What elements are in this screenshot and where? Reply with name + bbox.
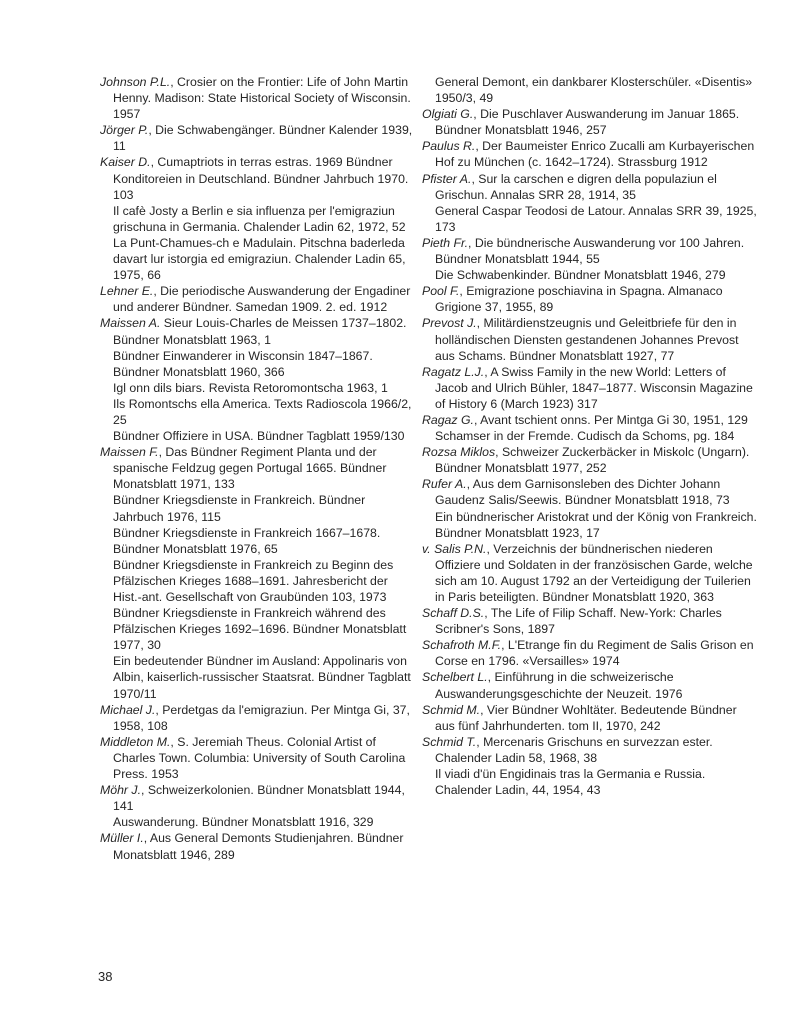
citation-text: Ein bündnerischer Aristokrat und der König von Frankreich. Bündner Monatsblatt 1923, 17 xyxy=(435,509,757,540)
author-name: Rozsa Miklos xyxy=(422,445,496,460)
bibliography-subentry xyxy=(100,492,418,524)
bibliography-entry xyxy=(422,444,758,476)
bibliography-subentry xyxy=(100,525,418,557)
citation-text: , Der Baumeister Enrico Zucalli am Kurbayerischen Hof zu München (c. 1642–1724). Strassburg 1912 xyxy=(435,139,755,170)
bibliography-entry xyxy=(422,364,758,412)
bibliography-subentry xyxy=(422,267,758,283)
bibliography-subentry xyxy=(100,348,418,380)
bibliography-subentry xyxy=(100,380,418,396)
citation-text: , Aus General Demonts Studienjahren. Bündner Monatsblatt 1946, 289 xyxy=(113,831,404,862)
bibliography-entry xyxy=(422,412,758,428)
author-name: Olgiati G. xyxy=(422,107,474,122)
author-name: Johnson P.L. xyxy=(100,75,171,89)
author-name: Rufer A. xyxy=(422,477,467,492)
citation-text: , Militärdienstzeugnis und Geleitbriefe für den in holländischen Diensten gestandenen Johannes Prevost aus Schams. Bündner Monatsblatt 1927, 77 xyxy=(435,316,739,363)
citation-text: Bündner Einwanderer in Wisconsin 1847–1867. Bündner Monatsblatt 1960, 366 xyxy=(113,348,373,379)
bibliography-subentry xyxy=(422,203,758,235)
left-column xyxy=(100,74,418,863)
bibliography-subentry xyxy=(100,605,418,653)
author-name: Schafroth M.F. xyxy=(422,638,502,653)
author-name: Schaff D.S. xyxy=(422,606,485,621)
bibliography-entry xyxy=(422,315,758,363)
author-name: Prevost J. xyxy=(422,316,477,331)
citation-text: , Vier Bündner Wohltäter. Bedeutende Bündner aus fünf Jahrhunderten. tom II, 1970, 242 xyxy=(435,702,737,733)
citation-text: , Perdetgas da l'emigraziun. Per Mintga Gi, 37, 1958, 108 xyxy=(113,702,410,733)
citation-text: , Schweizerkolonien. Bündner Monatsblatt 1944, 141 xyxy=(113,783,405,814)
bibliography-subentry xyxy=(100,653,418,701)
author-name: Möhr J. xyxy=(100,783,141,798)
author-name: Maissen F. xyxy=(100,445,159,460)
citation-text: Ein bedeutender Bündner im Ausland: Appolinaris von Albin, kaiserlich-russischer Staatsrat. Bündner Tagblatt 1970/11 xyxy=(113,654,411,701)
author-name: v. Salis P.N. xyxy=(422,541,487,556)
citation-text: , L'Etrange fin du Regiment de Salis Grison en Corse en 1796. «Versailles» 1974 xyxy=(435,638,754,669)
bibliography-subentry xyxy=(100,235,418,283)
author-name: Pool F. xyxy=(422,284,460,299)
bibliography-entry xyxy=(422,235,758,267)
citation-text: La Punt-Chamues-ch e Madulain. Pitschna baderleda davart lur istorgia ed emigraziun. Chalender Ladin 65, 1975, 66 xyxy=(113,235,406,283)
bibliography-entry xyxy=(422,669,758,701)
bibliography-entry xyxy=(422,476,758,508)
author-name: Maissen A. xyxy=(100,316,161,331)
bibliography-entry xyxy=(100,154,418,202)
bibliography-entry xyxy=(422,106,758,138)
bibliography-entry xyxy=(100,315,418,347)
citation-text: , Die Puschlaver Auswanderung im Januar 1865. Bündner Monatsblatt 1946, 257 xyxy=(435,107,740,138)
citation-text: , Mercenaris Grischuns en survezzan ester. Chalender Ladin 58, 1968, 38 xyxy=(435,734,713,765)
citation-text: Die Schwabenkinder. Bündner Monatsblatt 1946, 279 xyxy=(435,268,726,283)
bibliography-entry xyxy=(422,734,758,766)
citation-text: , Schweizer Zuckerbäcker in Miskolc (Ungarn). Bündner Monatsblatt 1977, 252 xyxy=(435,445,750,476)
bibliography-entry xyxy=(422,74,758,106)
citation-text: Bündner Kriegsdienste in Frankreich zu Beginn des Pfälzischen Krieges 1688–1691. Jahresbericht der Hist.-ant. Gesellschaft von Graubünden 103, 1973 xyxy=(113,557,394,604)
citation-text: , Verzeichnis der bündnerischen niederen Offiziere und Soldaten in der französischen Garde, welche sich am 10. August 1792 an der Verteidigung der Tuilerien in Paris beteiligten. Bündner Monatsblatt 1920, 363 xyxy=(435,541,753,604)
citation-text: Bündner Kriegsdienste in Frankreich während des Pfälzischen Krieges 1692–1696. Bündner Monatsblatt 1977, 30 xyxy=(113,606,407,653)
bibliography-subentry xyxy=(422,509,758,541)
bibliography-entry xyxy=(422,138,758,170)
bibliography-entry xyxy=(422,605,758,637)
right-column xyxy=(422,74,758,798)
citation-text: General Demont, ein dankbarer Klosterschüler. «Disentis» 1950/3, 49 xyxy=(435,75,753,106)
bibliography-entry xyxy=(100,283,418,315)
bibliography-entry xyxy=(422,702,758,734)
author-name: Middleton M. xyxy=(100,734,171,749)
citation-text: Bündner Offiziere in USA. Bündner Tagblatt 1959/130 xyxy=(113,429,405,444)
author-name: Schmid T. xyxy=(422,734,477,749)
citation-text: Ils Romontschs ella America. Texts Radioscola 1966/2, 25 xyxy=(113,396,412,427)
bibliography-entry xyxy=(100,702,418,734)
citation-text: , Sur la carschen e digren della populaziun el Grischun. Annalas SRR 28, 1914, 35 xyxy=(435,171,717,202)
citation-text: , Aus dem Garnisonsleben des Dichter Johann Gaudenz Salis/Seewis. Bündner Monatsblatt 1918, 73 xyxy=(435,477,730,508)
author-name: Jörger P. xyxy=(100,123,149,138)
citation-text: , Das Bündner Regiment Planta und der spanische Feldzug gegen Portugal 1665. Bündner Monatsblatt 1971, 133 xyxy=(113,445,387,492)
citation-text: , A Swiss Family in the new World: Letters of Jacob and Ulrich Bühler, 1847–1877. Wisconsin Magazine of History 6 (March 1923) 317 xyxy=(435,364,753,411)
citation-text: , Crosier on the Frontier: Life of John Martin Henny. Madison: State Historical Society of Wisconsin. 1957 xyxy=(113,75,411,122)
citation-text: , Einführung in die schweizerische Auswanderungsgeschichte der Neuzeit. 1976 xyxy=(435,670,683,701)
bibliography-subentry xyxy=(422,428,758,444)
bibliography-subentry xyxy=(100,203,418,235)
bibliography-subentry xyxy=(422,766,758,798)
citation-text: Il cafè Josty a Berlin e sia influenza per l'emigraziun grischuna in Germania. Chalender Ladin 62, 1972, 52 xyxy=(113,203,406,234)
citation-text: General Caspar Teodosi de Latour. Annalas SRR 39, 1925, 173 xyxy=(435,203,757,234)
bibliography-entry xyxy=(422,541,758,605)
citation-text: Schamser in der Fremde. Cudisch da Schoms, pg. 184 xyxy=(435,429,735,444)
citation-text: Igl onn dils biars. Revista Retoromontscha 1963, 1 xyxy=(113,380,388,395)
citation-text: , Avant tschient onns. Per Mintga Gi 30, 1951, 129 xyxy=(473,412,748,427)
citation-text: Bündner Kriegsdienste in Frankreich 1667–1678. Bündner Monatsblatt 1976, 65 xyxy=(113,525,381,556)
bibliography-entry xyxy=(100,74,418,122)
citation-text: , Die bündnerische Auswanderung vor 100 Jahren. Bündner Monatsblatt 1944, 55 xyxy=(435,235,745,267)
citation-text: Auswanderung. Bündner Monatsblatt 1916, 329 xyxy=(113,815,374,830)
author-name: Pfister A. xyxy=(422,171,472,186)
page-number: 38 xyxy=(98,969,113,984)
author-name: Müller I. xyxy=(100,831,144,846)
bibliography-entry xyxy=(100,782,418,814)
bibliography-subentry xyxy=(100,814,418,830)
bibliography-entry xyxy=(422,171,758,203)
bibliography-entry xyxy=(100,830,418,862)
author-name: Paulus R. xyxy=(422,139,476,154)
author-name: Lehner E. xyxy=(100,284,154,299)
citation-text: , Cumaptriots in terras estras. 1969 Bündner Konditoreien in Deutschland. Bündner Jahrbuch 1970. 103 xyxy=(113,155,409,202)
citation-text: , The Life of Filip Schaff. New-York: Charles Scribner's Sons, 1897 xyxy=(435,606,722,637)
author-name: Ragaz G. xyxy=(422,412,474,427)
bibliography-entry xyxy=(422,637,758,669)
author-name: Schmid M. xyxy=(422,702,481,717)
bibliography-entry xyxy=(100,444,418,492)
bibliography-subentry xyxy=(100,428,418,444)
bibliography-entry xyxy=(100,122,418,154)
citation-text: Sieur Louis-Charles de Meissen 1737–1802. Bündner Monatsblatt 1963, 1 xyxy=(113,316,407,347)
bibliography-entry xyxy=(422,283,758,315)
bibliography-subentry xyxy=(100,396,418,428)
citation-text: , Die Schwabengänger. Bündner Kalender 1939, 11 xyxy=(113,123,413,154)
author-name: Pieth Fr. xyxy=(422,235,469,250)
bibliography-entry xyxy=(100,734,418,782)
bibliography-subentry xyxy=(100,557,418,605)
citation-text: Il viadi d'ün Engidinais tras la Germania e Russia. Chalender Ladin, 44, 1954, 43 xyxy=(435,767,706,798)
author-name: Michael J. xyxy=(100,702,156,717)
author-name: Ragatz L.J. xyxy=(422,364,485,379)
citation-text: Bündner Kriegsdienste in Frankreich. Bündner Jahrbuch 1976, 115 xyxy=(113,493,366,524)
author-name: Kaiser D. xyxy=(100,155,151,170)
author-name: Schelbert L. xyxy=(422,670,488,685)
citation-text: , Emigrazione poschiavina in Spagna. Almanaco Grigione 37, 1955, 89 xyxy=(435,284,723,315)
citation-text: , Die periodische Auswanderung der Engadiner und anderer Bündner. Samedan 1909. 2. ed. 1912 xyxy=(113,284,411,315)
citation-text: , S. Jeremiah Theus. Colonial Artist of Charles Town. Columbia: University of South Carolina Press. 1953 xyxy=(113,734,406,782)
